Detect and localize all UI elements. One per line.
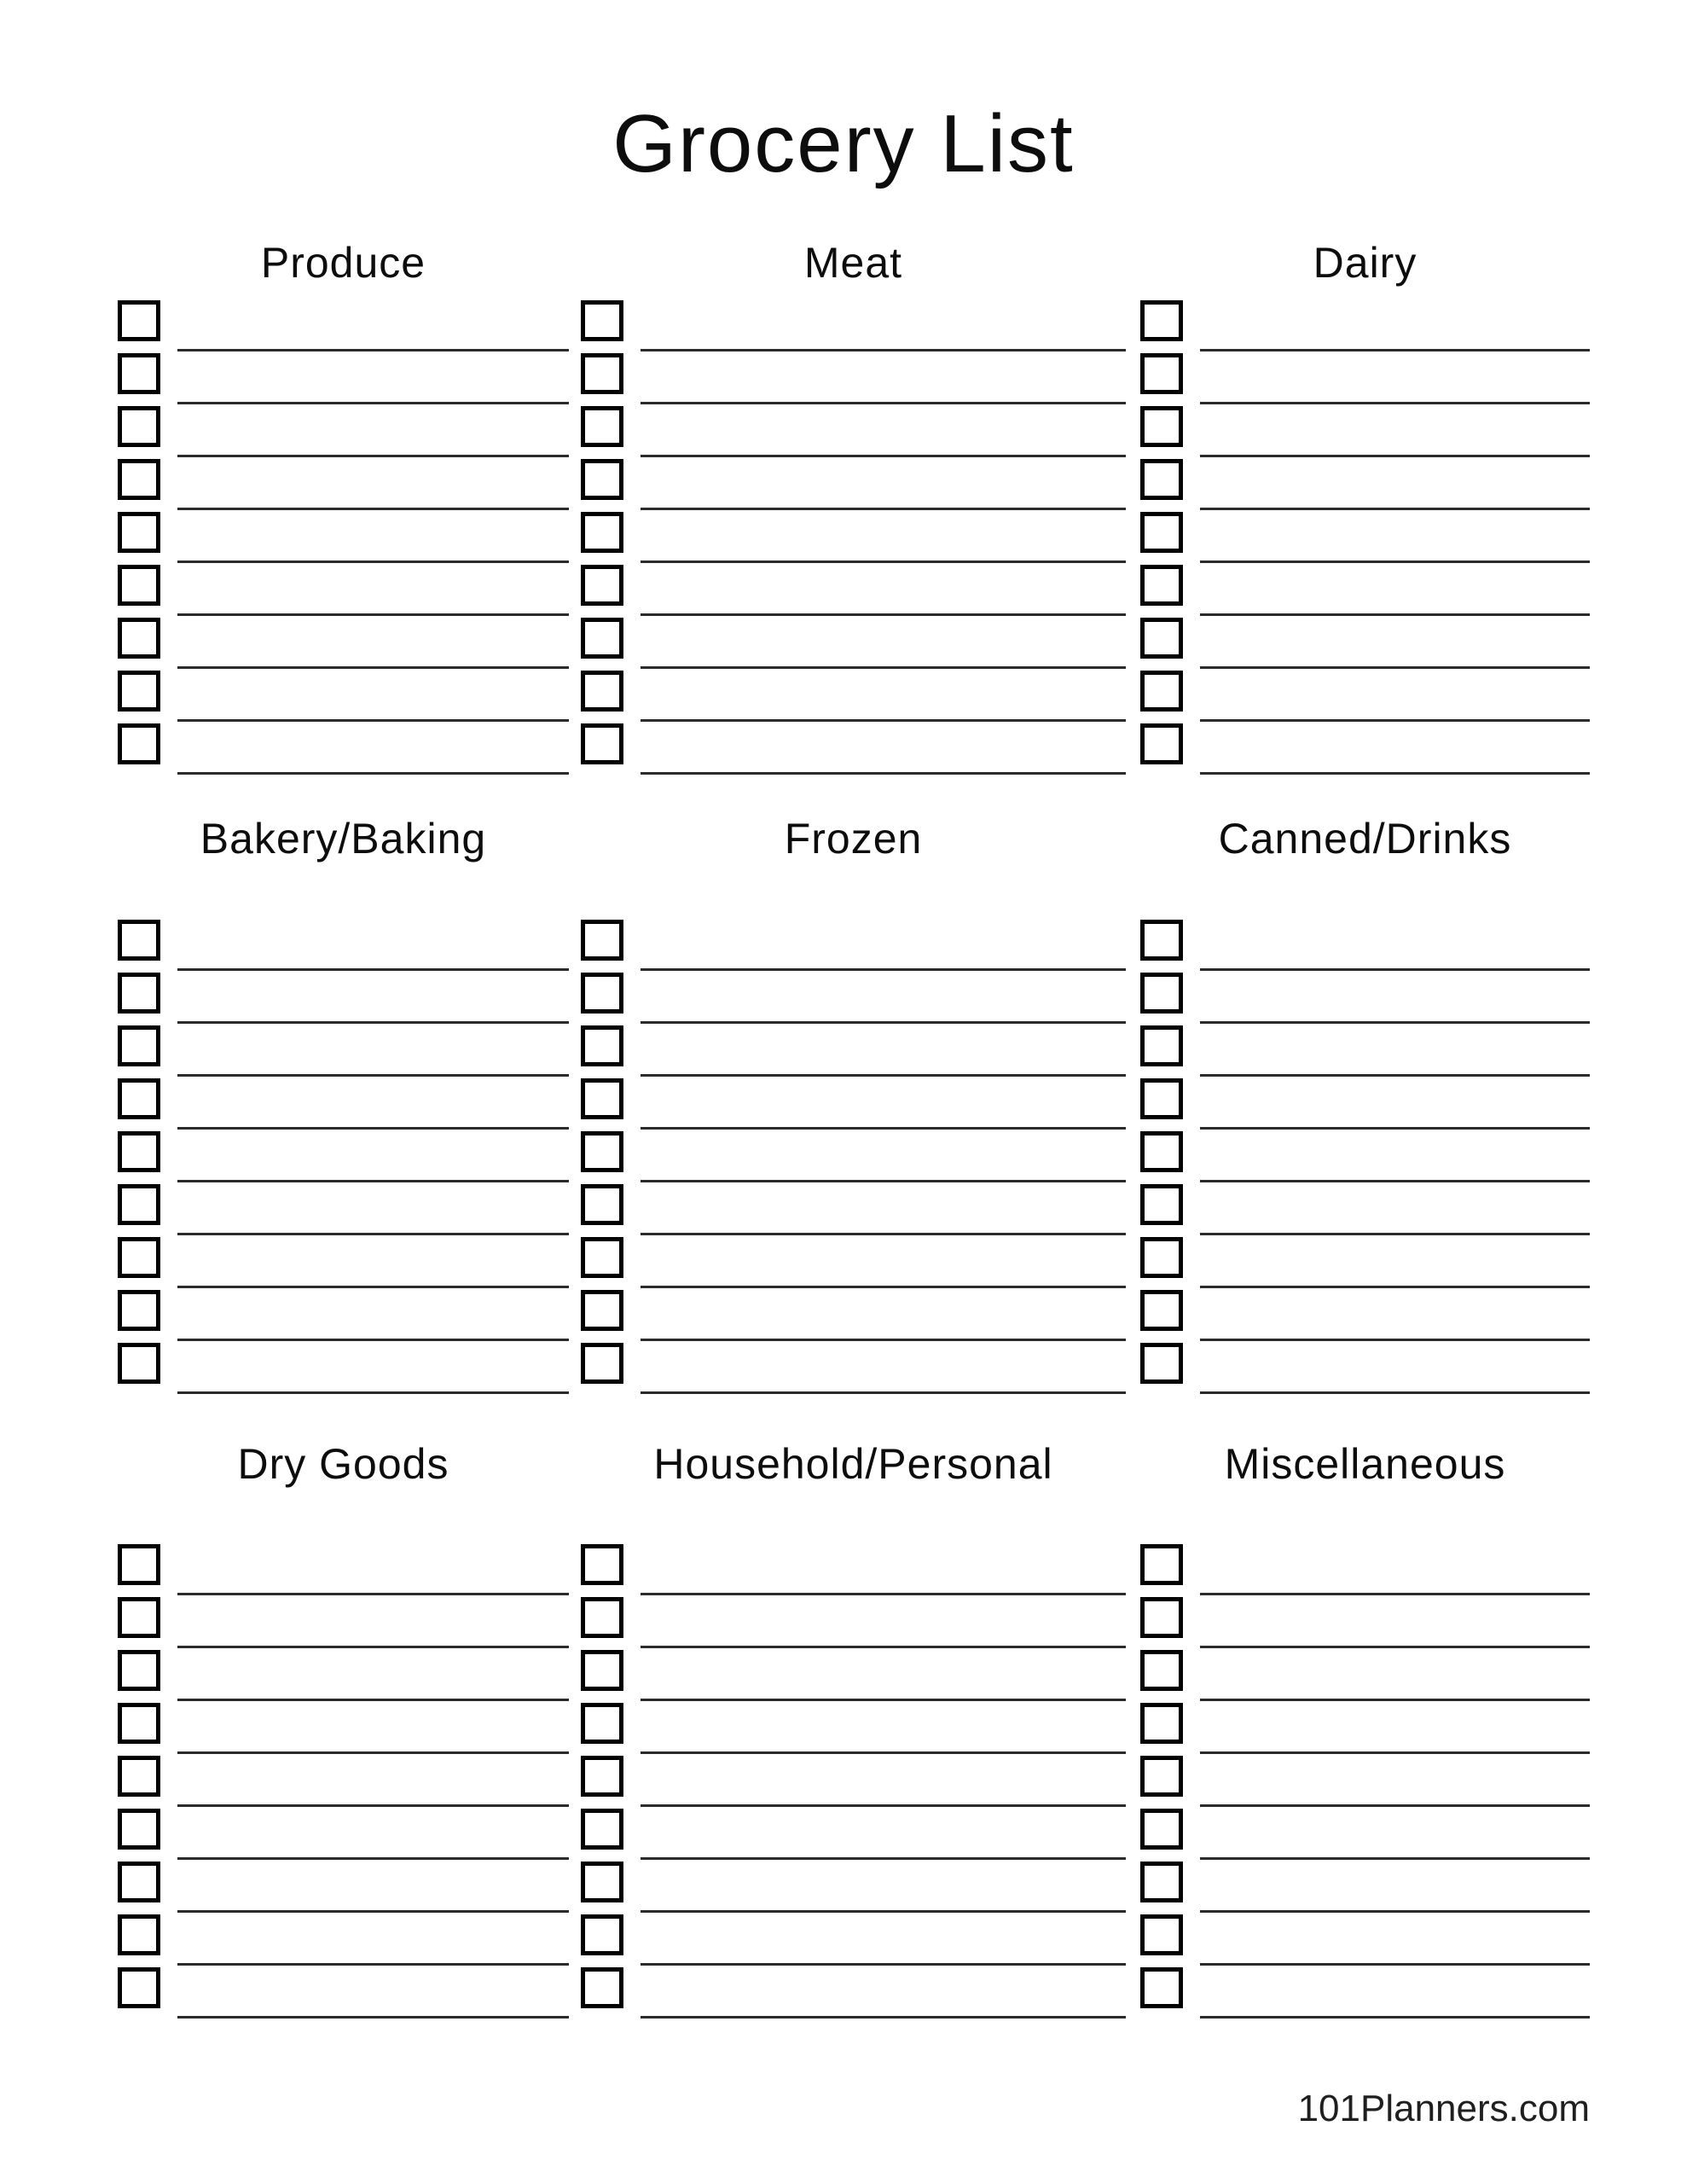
item-checkbox[interactable] bbox=[1140, 406, 1183, 447]
item-write-in-line[interactable] bbox=[177, 2016, 569, 2018]
section-frozen bbox=[581, 817, 1126, 1396]
footer-brand: 101Planners.com bbox=[1297, 2088, 1590, 2129]
list-item-row bbox=[118, 920, 569, 973]
list-item-row bbox=[118, 1967, 569, 2020]
list-item-row bbox=[1140, 1131, 1590, 1184]
item-write-in-line[interactable] bbox=[177, 1233, 569, 1235]
item-write-in-line[interactable] bbox=[641, 1963, 1126, 1966]
item-checkbox[interactable] bbox=[1140, 1184, 1183, 1225]
list-item-row bbox=[1140, 565, 1590, 618]
list-item-row bbox=[581, 723, 1126, 776]
list-item-row bbox=[581, 406, 1126, 459]
item-checkbox[interactable] bbox=[118, 1131, 160, 1172]
section-dry-goods bbox=[118, 1440, 569, 2020]
list-item-row bbox=[1140, 1544, 1590, 1597]
item-checkbox[interactable] bbox=[118, 671, 160, 712]
item-checkbox[interactable] bbox=[118, 565, 160, 606]
item-checkbox[interactable] bbox=[1140, 1756, 1183, 1797]
list-item-row bbox=[118, 459, 569, 512]
list-item-row bbox=[118, 1078, 569, 1131]
item-write-in-line[interactable] bbox=[641, 1751, 1126, 1754]
item-write-in-line[interactable] bbox=[177, 1910, 569, 1913]
item-write-in-line[interactable] bbox=[177, 1127, 569, 1130]
item-checkbox[interactable] bbox=[581, 1184, 623, 1225]
item-write-in-line[interactable] bbox=[1200, 968, 1590, 971]
item-checkbox[interactable] bbox=[118, 1237, 160, 1278]
item-write-in-line[interactable] bbox=[641, 1391, 1126, 1394]
item-write-in-line[interactable] bbox=[641, 2016, 1126, 2018]
list-item-row bbox=[118, 1650, 569, 1703]
item-write-in-line[interactable] bbox=[177, 1021, 569, 1024]
item-checkbox[interactable] bbox=[581, 1914, 623, 1955]
section-rows-dry-goods bbox=[118, 1544, 569, 2020]
item-checkbox[interactable] bbox=[581, 1025, 623, 1066]
item-write-in-line[interactable] bbox=[641, 1804, 1126, 1807]
item-write-in-line[interactable] bbox=[1200, 1339, 1590, 1341]
item-checkbox[interactable] bbox=[1140, 1078, 1183, 1119]
item-write-in-line[interactable] bbox=[1200, 1804, 1590, 1807]
item-write-in-line[interactable] bbox=[1200, 1233, 1590, 1235]
list-item-row bbox=[1140, 1597, 1590, 1650]
section-meat bbox=[581, 241, 1126, 776]
item-checkbox[interactable] bbox=[1140, 618, 1183, 659]
list-item-row bbox=[118, 723, 569, 776]
list-item-row bbox=[118, 973, 569, 1025]
list-item-row bbox=[581, 1290, 1126, 1343]
item-checkbox[interactable] bbox=[581, 1343, 623, 1384]
item-checkbox[interactable] bbox=[118, 1078, 160, 1119]
item-write-in-line[interactable] bbox=[641, 508, 1126, 510]
item-checkbox[interactable] bbox=[581, 973, 623, 1014]
section-header-meat: Meat bbox=[803, 239, 903, 287]
section-bakery-baking bbox=[118, 817, 569, 1396]
item-write-in-line[interactable] bbox=[177, 968, 569, 971]
item-write-in-line[interactable] bbox=[177, 1391, 569, 1394]
list-item-row bbox=[1140, 973, 1590, 1025]
list-item-row bbox=[1140, 1967, 1590, 2020]
item-checkbox[interactable] bbox=[581, 1703, 623, 1744]
item-checkbox[interactable] bbox=[118, 723, 160, 764]
item-write-in-line[interactable] bbox=[1200, 1593, 1590, 1595]
item-write-in-line[interactable] bbox=[1200, 1286, 1590, 1288]
item-write-in-line[interactable] bbox=[641, 561, 1126, 563]
item-checkbox[interactable] bbox=[118, 1025, 160, 1066]
item-checkbox[interactable] bbox=[118, 1862, 160, 1902]
item-write-in-line[interactable] bbox=[641, 1021, 1126, 1024]
item-checkbox[interactable] bbox=[581, 920, 623, 961]
list-item-row bbox=[118, 1290, 569, 1343]
section-rows-bakery-baking bbox=[118, 920, 569, 1396]
list-item-row bbox=[1140, 1184, 1590, 1237]
list-item-row bbox=[581, 1703, 1126, 1756]
list-item-row bbox=[581, 353, 1126, 406]
item-write-in-line[interactable] bbox=[177, 508, 569, 510]
section-rows-meat bbox=[581, 300, 1126, 776]
section-rows-miscellaneous bbox=[1140, 1544, 1590, 2020]
item-checkbox[interactable] bbox=[118, 459, 160, 500]
item-write-in-line[interactable] bbox=[641, 1593, 1126, 1595]
list-item-row bbox=[581, 459, 1126, 512]
item-write-in-line[interactable] bbox=[641, 1286, 1126, 1288]
list-item-row bbox=[581, 512, 1126, 565]
item-write-in-line[interactable] bbox=[1200, 1646, 1590, 1648]
item-checkbox[interactable] bbox=[118, 618, 160, 659]
item-checkbox[interactable] bbox=[1140, 300, 1183, 341]
item-write-in-line[interactable] bbox=[641, 455, 1126, 457]
item-write-in-line[interactable] bbox=[177, 1857, 569, 1860]
item-checkbox[interactable] bbox=[118, 1756, 160, 1797]
item-checkbox[interactable] bbox=[1140, 1967, 1183, 2008]
list-item-row bbox=[1140, 1703, 1590, 1756]
item-checkbox[interactable] bbox=[581, 1756, 623, 1797]
item-checkbox[interactable] bbox=[118, 1967, 160, 2008]
list-item-row bbox=[118, 1184, 569, 1237]
list-item-row bbox=[581, 1025, 1126, 1078]
list-item-row bbox=[1140, 1237, 1590, 1290]
item-write-in-line[interactable] bbox=[177, 772, 569, 775]
item-checkbox[interactable] bbox=[118, 1343, 160, 1384]
item-write-in-line[interactable] bbox=[641, 402, 1126, 404]
list-item-row bbox=[1140, 300, 1590, 353]
item-checkbox[interactable] bbox=[581, 723, 623, 764]
list-item-row bbox=[1140, 512, 1590, 565]
list-item-row bbox=[1140, 1862, 1590, 1914]
list-item-row bbox=[118, 300, 569, 353]
item-checkbox[interactable] bbox=[581, 1967, 623, 2008]
item-write-in-line[interactable] bbox=[641, 1127, 1126, 1130]
list-item-row bbox=[1140, 1343, 1590, 1396]
item-write-in-line[interactable] bbox=[1200, 561, 1590, 563]
item-write-in-line[interactable] bbox=[1200, 1963, 1590, 1966]
list-item-row bbox=[118, 1131, 569, 1184]
item-checkbox[interactable] bbox=[1140, 353, 1183, 394]
item-checkbox[interactable] bbox=[581, 618, 623, 659]
section-rows-dairy bbox=[1140, 300, 1590, 776]
item-write-in-line[interactable] bbox=[177, 455, 569, 457]
item-checkbox[interactable] bbox=[581, 512, 623, 553]
item-write-in-line[interactable] bbox=[641, 1074, 1126, 1077]
item-checkbox[interactable] bbox=[581, 1862, 623, 1902]
item-checkbox[interactable] bbox=[581, 300, 623, 341]
item-write-in-line[interactable] bbox=[1200, 1857, 1590, 1860]
section-rows-frozen bbox=[581, 920, 1126, 1396]
list-item-row bbox=[118, 1703, 569, 1756]
item-write-in-line[interactable] bbox=[177, 1646, 569, 1648]
item-write-in-line[interactable] bbox=[177, 613, 569, 616]
item-write-in-line[interactable] bbox=[177, 719, 569, 722]
list-item-row bbox=[118, 1025, 569, 1078]
item-write-in-line[interactable] bbox=[177, 666, 569, 669]
item-write-in-line[interactable] bbox=[1200, 1074, 1590, 1077]
item-write-in-line[interactable] bbox=[1200, 1127, 1590, 1130]
list-item-row bbox=[1140, 459, 1590, 512]
item-checkbox[interactable] bbox=[1140, 1131, 1183, 1172]
item-write-in-line[interactable] bbox=[641, 1857, 1126, 1860]
list-item-row bbox=[118, 353, 569, 406]
item-checkbox[interactable] bbox=[1140, 1809, 1183, 1850]
list-item-row bbox=[1140, 1078, 1590, 1131]
item-checkbox[interactable] bbox=[1140, 512, 1183, 553]
list-item-row bbox=[581, 1809, 1126, 1862]
section-household-personal bbox=[581, 1440, 1126, 2020]
section-header-dry-goods: Dry Goods bbox=[237, 1440, 449, 1488]
list-item-row bbox=[1140, 406, 1590, 459]
item-write-in-line[interactable] bbox=[641, 1180, 1126, 1182]
list-item-row bbox=[118, 1343, 569, 1396]
list-item-row bbox=[581, 1597, 1126, 1650]
list-item-row bbox=[1140, 1914, 1590, 1967]
list-item-row bbox=[581, 1650, 1126, 1703]
list-item-row bbox=[118, 1597, 569, 1650]
item-checkbox[interactable] bbox=[581, 1650, 623, 1691]
list-item-row bbox=[581, 1237, 1126, 1290]
item-checkbox[interactable] bbox=[1140, 671, 1183, 712]
list-item-row bbox=[1140, 618, 1590, 671]
list-item-row bbox=[581, 1078, 1126, 1131]
list-item-row bbox=[581, 1967, 1126, 2020]
item-checkbox[interactable] bbox=[118, 1290, 160, 1331]
item-checkbox[interactable] bbox=[118, 973, 160, 1014]
item-checkbox[interactable] bbox=[118, 1544, 160, 1585]
item-checkbox[interactable] bbox=[581, 353, 623, 394]
item-write-in-line[interactable] bbox=[1200, 2016, 1590, 2018]
list-item-row bbox=[581, 300, 1126, 353]
item-checkbox[interactable] bbox=[118, 1184, 160, 1225]
item-checkbox[interactable] bbox=[1140, 1025, 1183, 1066]
list-item-row bbox=[118, 565, 569, 618]
list-item-row bbox=[581, 671, 1126, 723]
section-header-canned-drinks: Canned/Drinks bbox=[1218, 815, 1512, 863]
item-write-in-line[interactable] bbox=[1200, 455, 1590, 457]
section-canned-drinks bbox=[1140, 817, 1590, 1396]
item-write-in-line[interactable] bbox=[641, 772, 1126, 775]
item-write-in-line[interactable] bbox=[1200, 402, 1590, 404]
item-write-in-line[interactable] bbox=[641, 1910, 1126, 1913]
item-write-in-line[interactable] bbox=[177, 1593, 569, 1595]
list-item-row bbox=[118, 671, 569, 723]
item-write-in-line[interactable] bbox=[1200, 508, 1590, 510]
item-checkbox[interactable] bbox=[1140, 1914, 1183, 1955]
section-rows-household-personal bbox=[581, 1544, 1126, 2020]
item-checkbox[interactable] bbox=[118, 406, 160, 447]
list-item-row bbox=[1140, 723, 1590, 776]
item-checkbox[interactable] bbox=[1140, 1703, 1183, 1744]
item-checkbox[interactable] bbox=[581, 1597, 623, 1638]
list-item-row bbox=[118, 1544, 569, 1597]
item-write-in-line[interactable] bbox=[1200, 719, 1590, 722]
section-header-bakery-baking: Bakery/Baking bbox=[200, 815, 487, 863]
item-write-in-line[interactable] bbox=[1200, 1391, 1590, 1394]
section-header-produce: Produce bbox=[260, 239, 426, 287]
item-write-in-line[interactable] bbox=[1200, 666, 1590, 669]
item-checkbox[interactable] bbox=[1140, 565, 1183, 606]
item-checkbox[interactable] bbox=[1140, 1650, 1183, 1691]
item-checkbox[interactable] bbox=[581, 1809, 623, 1850]
item-checkbox[interactable] bbox=[581, 406, 623, 447]
item-write-in-line[interactable] bbox=[177, 1286, 569, 1288]
list-item-row bbox=[581, 1756, 1126, 1809]
item-checkbox[interactable] bbox=[118, 512, 160, 553]
list-item-row bbox=[581, 1131, 1126, 1184]
item-write-in-line[interactable] bbox=[177, 1074, 569, 1077]
item-checkbox[interactable] bbox=[118, 300, 160, 341]
list-item-row bbox=[1140, 920, 1590, 973]
list-item-row bbox=[581, 1343, 1126, 1396]
list-item-row bbox=[118, 1914, 569, 1967]
section-header-household-personal: Household/Personal bbox=[653, 1440, 1053, 1488]
section-header-dairy: Dairy bbox=[1313, 239, 1417, 287]
list-item-row bbox=[581, 920, 1126, 973]
item-write-in-line[interactable] bbox=[641, 968, 1126, 971]
item-checkbox[interactable] bbox=[581, 1131, 623, 1172]
item-write-in-line[interactable] bbox=[1200, 1910, 1590, 1913]
item-checkbox[interactable] bbox=[1140, 1237, 1183, 1278]
item-checkbox[interactable] bbox=[1140, 1290, 1183, 1331]
item-write-in-line[interactable] bbox=[177, 1804, 569, 1807]
section-rows-canned-drinks bbox=[1140, 920, 1590, 1396]
list-item-row bbox=[118, 1809, 569, 1862]
item-checkbox[interactable] bbox=[118, 1809, 160, 1850]
item-write-in-line[interactable] bbox=[1200, 613, 1590, 616]
item-checkbox[interactable] bbox=[118, 920, 160, 961]
item-write-in-line[interactable] bbox=[641, 349, 1126, 351]
item-write-in-line[interactable] bbox=[177, 1339, 569, 1341]
item-checkbox[interactable] bbox=[581, 671, 623, 712]
list-item-row bbox=[118, 618, 569, 671]
item-write-in-line[interactable] bbox=[177, 1963, 569, 1966]
list-item-row bbox=[118, 1862, 569, 1914]
item-write-in-line[interactable] bbox=[641, 613, 1126, 616]
list-item-row bbox=[581, 973, 1126, 1025]
list-item-row bbox=[118, 1756, 569, 1809]
list-item-row bbox=[581, 1544, 1126, 1597]
item-write-in-line[interactable] bbox=[641, 1233, 1126, 1235]
list-item-row bbox=[1140, 671, 1590, 723]
item-write-in-line[interactable] bbox=[177, 561, 569, 563]
item-write-in-line[interactable] bbox=[641, 1339, 1126, 1341]
item-write-in-line[interactable] bbox=[1200, 1021, 1590, 1024]
section-header-miscellaneous: Miscellaneous bbox=[1224, 1440, 1506, 1488]
item-checkbox[interactable] bbox=[1140, 1862, 1183, 1902]
section-miscellaneous bbox=[1140, 1440, 1590, 2020]
list-item-row bbox=[581, 1862, 1126, 1914]
list-item-row bbox=[118, 1237, 569, 1290]
item-checkbox[interactable] bbox=[581, 565, 623, 606]
section-produce bbox=[118, 241, 569, 776]
item-write-in-line[interactable] bbox=[177, 402, 569, 404]
item-checkbox[interactable] bbox=[1140, 973, 1183, 1014]
item-checkbox[interactable] bbox=[581, 1544, 623, 1585]
item-checkbox[interactable] bbox=[581, 459, 623, 500]
item-checkbox[interactable] bbox=[1140, 723, 1183, 764]
list-item-row bbox=[1140, 1290, 1590, 1343]
item-checkbox[interactable] bbox=[118, 1914, 160, 1955]
item-write-in-line[interactable] bbox=[177, 1180, 569, 1182]
item-write-in-line[interactable] bbox=[1200, 1751, 1590, 1754]
item-write-in-line[interactable] bbox=[177, 1751, 569, 1754]
list-item-row bbox=[1140, 1025, 1590, 1078]
item-checkbox[interactable] bbox=[581, 1237, 623, 1278]
list-item-row bbox=[581, 565, 1126, 618]
item-write-in-line[interactable] bbox=[641, 1646, 1126, 1648]
item-checkbox[interactable] bbox=[581, 1078, 623, 1119]
list-item-row bbox=[581, 1184, 1126, 1237]
list-item-row bbox=[581, 1914, 1126, 1967]
item-write-in-line[interactable] bbox=[177, 349, 569, 351]
list-item-row bbox=[1140, 1809, 1590, 1862]
item-checkbox[interactable] bbox=[1140, 1597, 1183, 1638]
list-item-row bbox=[581, 618, 1126, 671]
item-write-in-line[interactable] bbox=[641, 719, 1126, 722]
item-checkbox[interactable] bbox=[1140, 1343, 1183, 1384]
item-write-in-line[interactable] bbox=[1200, 1180, 1590, 1182]
item-write-in-line[interactable] bbox=[1200, 349, 1590, 351]
item-write-in-line[interactable] bbox=[641, 1699, 1126, 1701]
item-write-in-line[interactable] bbox=[1200, 1699, 1590, 1701]
item-checkbox[interactable] bbox=[118, 353, 160, 394]
list-item-row bbox=[118, 406, 569, 459]
section-dairy bbox=[1140, 241, 1590, 776]
page-title: Grocery List bbox=[612, 98, 1075, 189]
item-checkbox[interactable] bbox=[118, 1650, 160, 1691]
item-write-in-line[interactable] bbox=[177, 1699, 569, 1701]
item-write-in-line[interactable] bbox=[1200, 772, 1590, 775]
item-checkbox[interactable] bbox=[1140, 1544, 1183, 1585]
item-checkbox[interactable] bbox=[1140, 920, 1183, 961]
item-write-in-line[interactable] bbox=[641, 666, 1126, 669]
list-item-row bbox=[1140, 353, 1590, 406]
item-checkbox[interactable] bbox=[118, 1597, 160, 1638]
list-item-row bbox=[118, 512, 569, 565]
item-checkbox[interactable] bbox=[1140, 459, 1183, 500]
list-item-row bbox=[1140, 1756, 1590, 1809]
list-item-row bbox=[1140, 1650, 1590, 1703]
section-rows-produce bbox=[118, 300, 569, 776]
section-header-frozen: Frozen bbox=[784, 815, 923, 863]
item-checkbox[interactable] bbox=[118, 1703, 160, 1744]
item-checkbox[interactable] bbox=[581, 1290, 623, 1331]
